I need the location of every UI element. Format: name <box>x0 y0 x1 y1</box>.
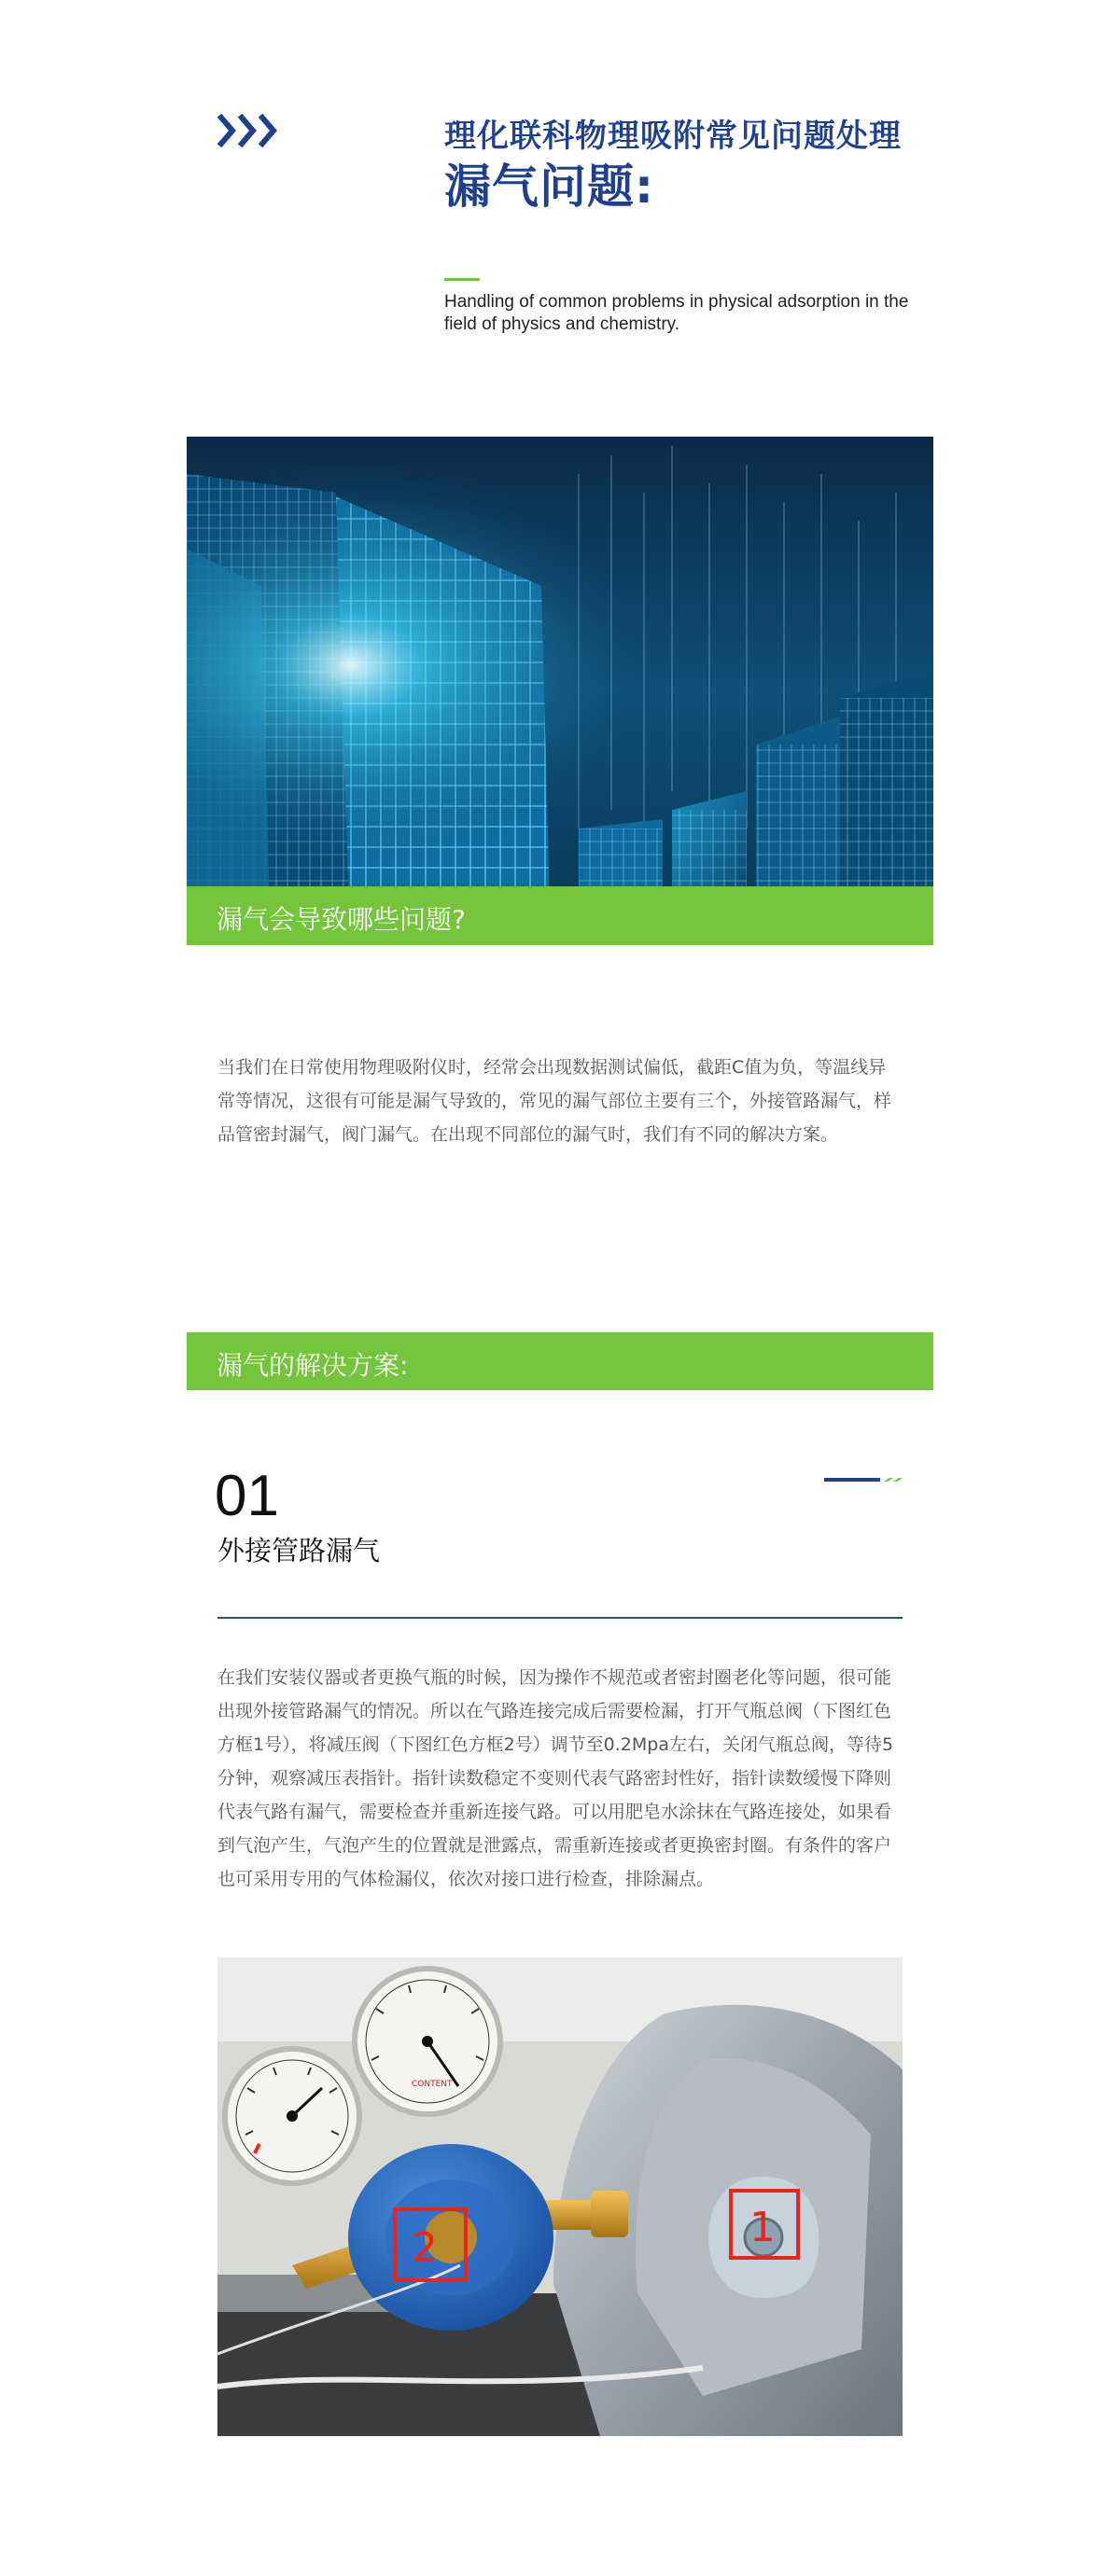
accent-decoration <box>824 1476 908 1483</box>
pressure-gauge <box>355 1969 500 2114</box>
svg-text:CONTENT: CONTENT <box>412 2080 453 2089</box>
section-number: 01 <box>215 1464 279 1528</box>
divider <box>217 1617 903 1619</box>
section-paragraph: 在我们安装仪器或者更换气瓶的时候，因为操作不规范或者密封圈老化等问题，很可能出现外接管路漏气的情况。所以在气路连接完成后需要检漏，打开气瓶总阀（下图红色方框1号），将减压阀（下图红色方框2号）调节至0.2Mpa左右，关闭气瓶总阀，等待5分钟，观察减压表指针。指针读数稳定不变则代表气路密封性好，指针读数缓慢下降则代表气路有漏气，需要检查并重新连接气路。可以用肥皂水涂抹在气路连接处，如果看到气泡产生，气泡产生的位置就是泄露点，需重新连接或者更换密封圈。有条件的客户也可采用专用的气体检漏仪，依次对接口进行检查，排除漏点。 <box>217 1667 894 1889</box>
section-band-label: 漏气的解决方案: <box>217 1350 409 1381</box>
section-heading: 外接管路漏气 <box>217 1535 381 1566</box>
divider <box>444 278 480 281</box>
page-title: 理化联科物理吸附常见问题处理 <box>444 118 902 155</box>
pressure-gauge <box>225 2049 359 2183</box>
marker-2-label: 2 <box>412 2224 438 2272</box>
section-band <box>187 886 933 945</box>
regulator-photo <box>217 1957 903 2436</box>
marker-1-label: 1 <box>749 2204 776 2251</box>
chevron-right-icon <box>217 114 283 147</box>
section-band <box>187 1332 933 1390</box>
intro-paragraph: 当我们在日常使用物理吸附仪时，经常会出现数据测试偏低，截距C值为负，等温线异常等情况，这很有可能是漏气导致的，常见的漏气部位主要有三个，外接管路漏气，样品管密封漏气，阀门漏气。在出现不同部位的漏气时，我们有不同的解决方案。 <box>217 1057 892 1145</box>
page-subtitle-heading: 漏气问题: <box>444 160 654 214</box>
section-band-label: 漏气会导致哪些问题? <box>217 904 466 935</box>
hero-image <box>187 437 933 945</box>
english-subtitle: Handling of common problems in physical adsorption in the field of physics and chemistry. <box>444 292 909 334</box>
